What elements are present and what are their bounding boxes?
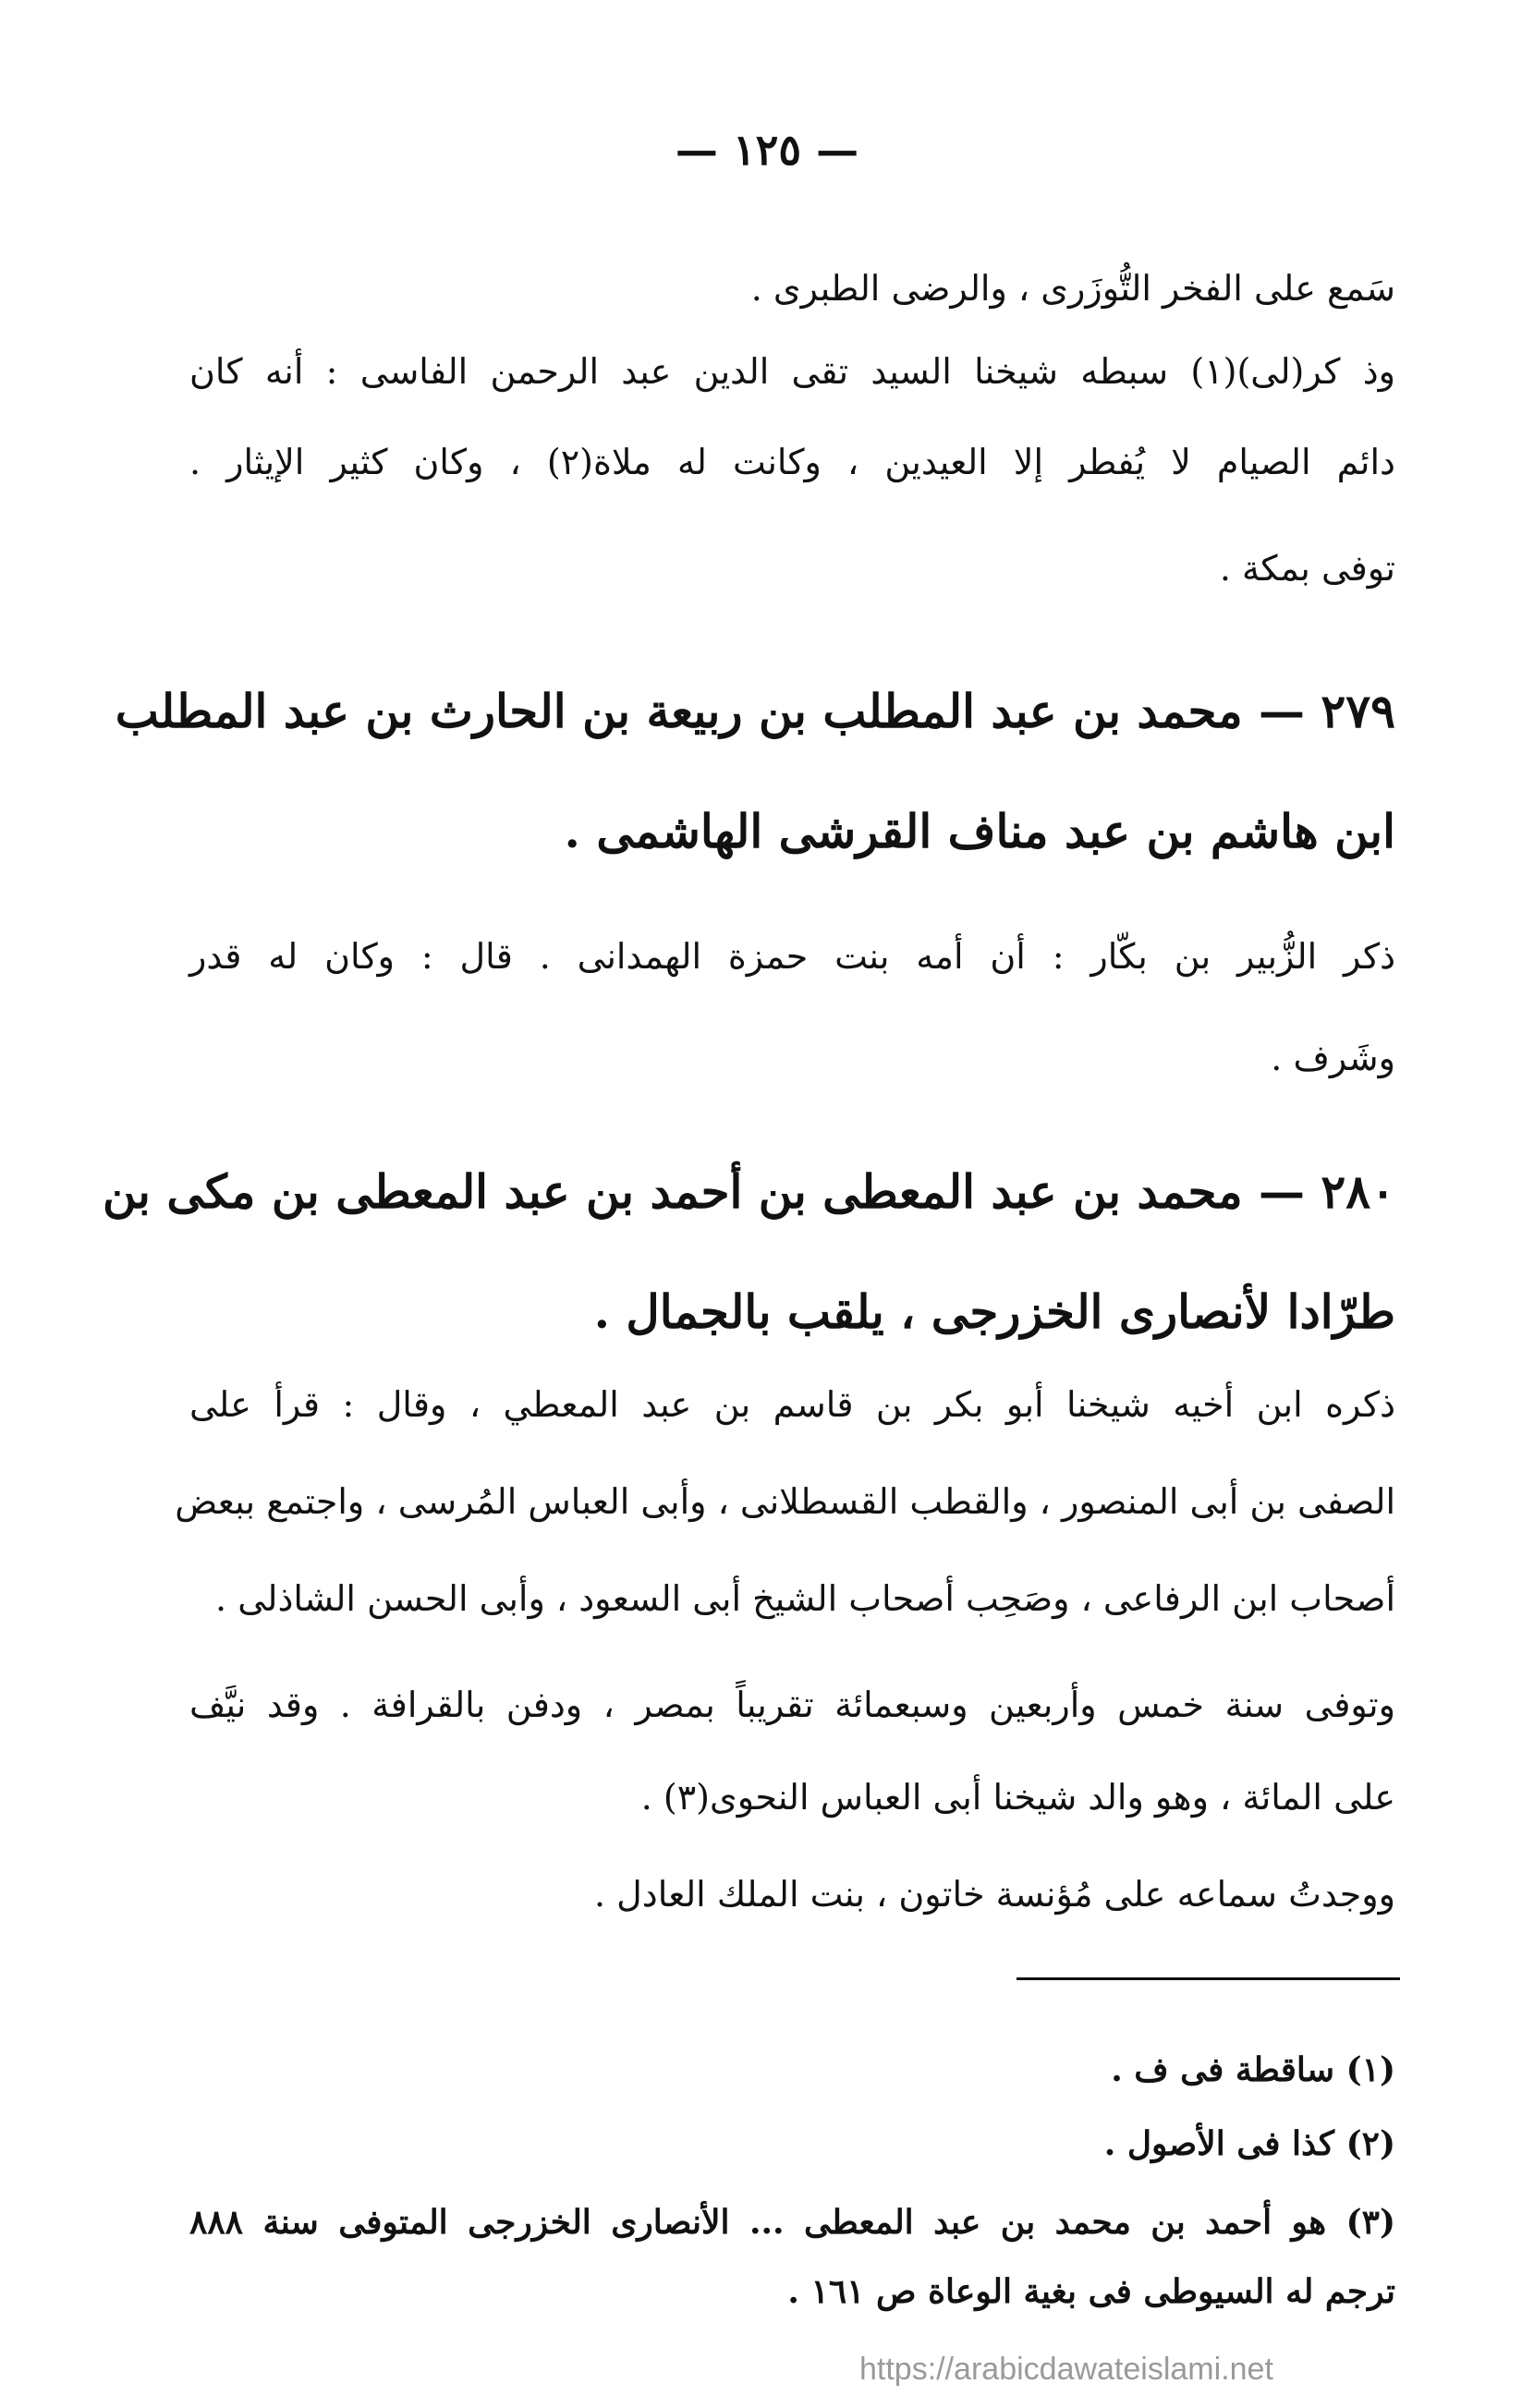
footnote: (١) ساقطة فى ف . xyxy=(1111,2050,1395,2089)
footnote-separator xyxy=(1017,1977,1400,1980)
text-line: الصفى بن أبى المنصور ، والقطب القسطلانى ، وأبى العباس المُرسى ، واجتمع ببعض xyxy=(175,1481,1395,1522)
text-line: وشَرف . xyxy=(1271,1038,1395,1078)
text-line: على المائة ، وهو والد شيخنا أبى العباس النحوى(٣) . xyxy=(640,1777,1395,1818)
text-line: سَمع على الفخر التُّوزَرى ، والرضى الطبرى . xyxy=(750,268,1395,309)
text-line: ذكر الزُّبير بن بكّار : أن أمه بنت حمزة الهمدانى . قال : وكان له قدر xyxy=(189,936,1395,977)
footnote: (٣) هو أحمد بن محمد بن عبد المعطى ... الأنصارى الخزرجى المتوفى سنة ٨٨٨ xyxy=(189,2203,1395,2242)
watermark: https://arabicdawateislami.net xyxy=(859,2352,1273,2387)
page-number: — ١٢٥ — xyxy=(675,125,859,175)
text-line: ووجدتُ سماعه على مُؤنسة خاتون ، بنت الملك العادل . xyxy=(594,1874,1395,1915)
footnote: (٢) كذا فى الأصول . xyxy=(1103,2124,1395,2163)
text-line: ذكره ابن أخيه شيخنا أبو بكر بن قاسم بن عبد المعطي ، وقال : قرأ على xyxy=(189,1384,1395,1425)
text-line: أصحاب ابن الرفاعى ، وصَحِب أصحاب الشيخ أبى السعود ، وأبى الحسن الشاذلى . xyxy=(215,1578,1395,1619)
footnote: ترجم له السيوطى فى بغية الوعاة ص ١٦١ . xyxy=(787,2272,1395,2311)
text-line: وتوفى سنة خمس وأربعين وسبعمائة تقريباً بمصر ، ودفن بالقرافة . وقد نيَّف xyxy=(189,1684,1395,1725)
entry-heading: ابن هاشم بن عبد مناف القرشى الهاشمى . xyxy=(564,804,1395,858)
text-line: توفى بمكة . xyxy=(1219,548,1395,589)
text-line: دائم الصيام لا يُفطر إلا العيدين ، وكانت له ملاة(٢) ، وكان كثير الإيثار . xyxy=(189,442,1395,482)
entry-heading: طرّادا لأنصارى الخزرجى ، يلقب بالجمال . xyxy=(593,1284,1395,1339)
entry-heading: ٢٨٠ — محمد بن عبد المعطى بن أحمد بن عبد المعطى بن مكى بن xyxy=(102,1164,1395,1219)
entry-heading: ٢٧٩ — محمد بن عبد المطلب بن ربيعة بن الحارث بن عبد المطلب xyxy=(115,684,1395,738)
text-line: وذ كر(لى)(١) سبطه شيخنا السيد تقى الدين عبد الرحمن الفاسى : أنه كان xyxy=(189,351,1396,392)
